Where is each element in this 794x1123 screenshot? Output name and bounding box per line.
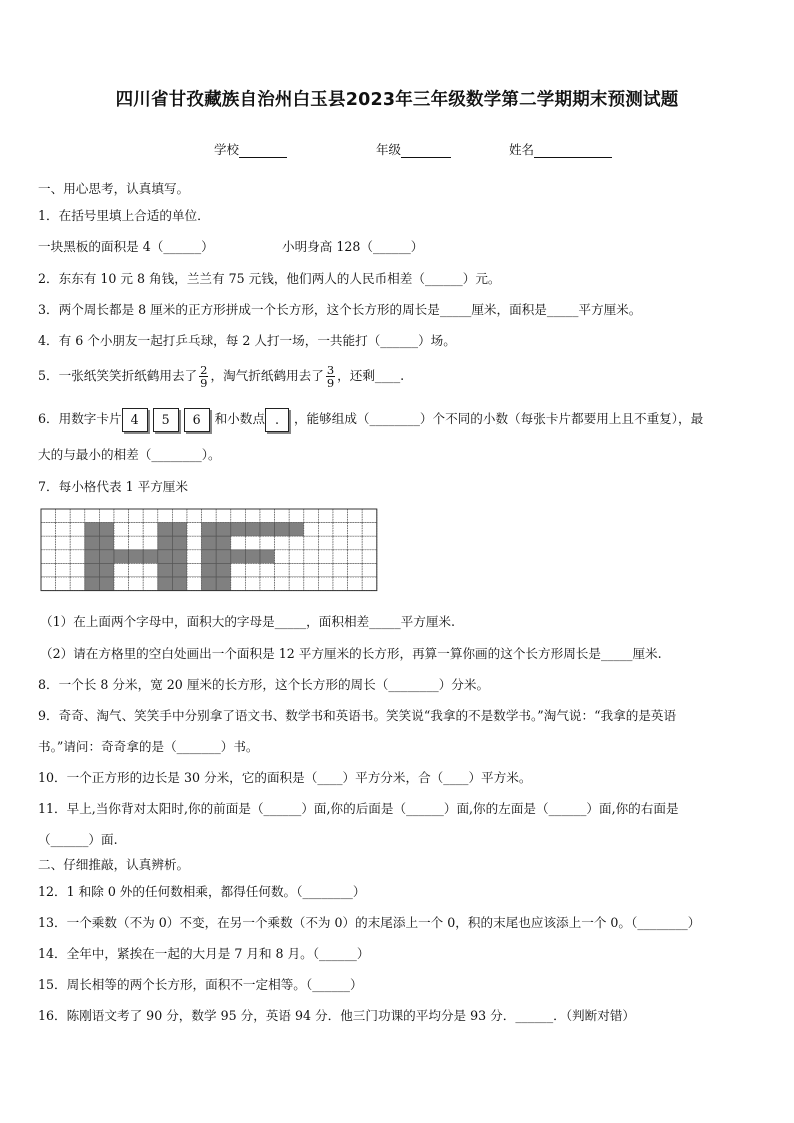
grid-cell[interactable] <box>333 523 348 537</box>
grid-cell[interactable] <box>333 509 348 523</box>
grid-cell[interactable] <box>318 536 333 550</box>
grid-cell-filled[interactable] <box>231 550 246 564</box>
fraction-1-denominator: 9 <box>200 376 208 390</box>
name-field[interactable] <box>509 140 612 158</box>
grid-cell-filled[interactable] <box>172 577 187 591</box>
grid-cell[interactable] <box>187 550 202 564</box>
grid-cell-filled[interactable] <box>172 563 187 577</box>
grid-cell[interactable] <box>187 577 202 591</box>
digit-card-6: 6 <box>184 408 210 432</box>
grid-cell[interactable] <box>260 563 275 577</box>
grid-cell[interactable] <box>56 563 71 577</box>
grid-cell[interactable] <box>318 563 333 577</box>
section-1-heading: 一、用心思考，认真填写。 <box>38 181 190 196</box>
grid-cell-filled[interactable] <box>99 550 114 564</box>
school-field[interactable] <box>214 140 287 158</box>
grid-cell[interactable] <box>362 523 377 537</box>
grid-cell-filled[interactable] <box>172 536 187 550</box>
grid-cell[interactable] <box>99 509 114 523</box>
question-1a: 一块黑板的面积是 4（______） <box>38 239 214 254</box>
grid-cell[interactable] <box>289 550 304 564</box>
grid-cell[interactable] <box>362 563 377 577</box>
school-blank[interactable] <box>239 145 287 158</box>
question-11-line-2: （______）面. <box>38 832 118 847</box>
grid-cell[interactable] <box>85 509 100 523</box>
question-2: 2．东东有 10 元 8 角钱，兰兰有 75 元钱，他们两人的人民币相差（______）元。 <box>38 271 501 286</box>
grid-cell-filled[interactable] <box>260 523 275 537</box>
grid-cell[interactable] <box>114 536 129 550</box>
grid-cell-filled[interactable] <box>260 550 275 564</box>
grid-cell[interactable] <box>56 550 71 564</box>
fraction-2 <box>326 364 335 389</box>
question-1: 1．在括号里填上合适的单位． <box>38 208 210 223</box>
grid-cell-filled[interactable] <box>114 550 129 564</box>
grid-cell[interactable] <box>289 509 304 523</box>
question-9-line-2: 书。”请问：奇奇拿的是（_______）书。 <box>38 739 259 754</box>
grid-cell-filled[interactable] <box>143 550 158 564</box>
grade-label: 年级 <box>376 142 402 157</box>
grid-cell[interactable] <box>114 523 129 537</box>
grid-cell-filled[interactable] <box>289 523 304 537</box>
grid-cell[interactable] <box>129 509 144 523</box>
grid-cell[interactable] <box>56 536 71 550</box>
question-8: 8．一个长 8 分米，宽 20 厘米的长方形，这个长方形的周长（________）分米。 <box>38 677 490 692</box>
q6-suffix: ，能够组成（________）个不同的小数（每张卡片都要用上且不重复），最 <box>293 411 704 426</box>
grid-cell[interactable] <box>114 509 129 523</box>
grid-cell[interactable] <box>304 577 319 591</box>
grid-cell[interactable] <box>70 550 85 564</box>
name-label: 姓名 <box>509 142 535 157</box>
grade-field[interactable] <box>376 140 451 158</box>
grid-cell[interactable] <box>187 536 202 550</box>
question-7-2: （2）请在方格里的空白处画出一个面积是 12 平方厘米的长方形，再算一算你画的这个长方形周长是_____厘米. <box>40 646 662 661</box>
grid-cell[interactable] <box>41 577 56 591</box>
grid-svg[interactable] <box>40 508 382 592</box>
grid-cell[interactable] <box>231 577 246 591</box>
grid-cell-filled[interactable] <box>202 536 217 550</box>
grid-cell[interactable] <box>56 509 71 523</box>
fraction-2-numerator: 3 <box>326 363 335 377</box>
question-4: 4．有 6 个小朋友一起打乒乓球，每 2 人打一场，一共能打（______）场。 <box>38 333 456 348</box>
grid-cell-filled[interactable] <box>245 523 260 537</box>
question-3: 3．两个周长都是 8 厘米的正方形拼成一个长方形，这个长方形的周长是_____厘米，面积是_____平方厘米。 <box>38 302 642 317</box>
grid-cell-filled[interactable] <box>99 577 114 591</box>
grid-cell-filled[interactable] <box>216 550 231 564</box>
grid-cell[interactable] <box>260 577 275 591</box>
grid-cell[interactable] <box>245 577 260 591</box>
grid-cell[interactable] <box>318 577 333 591</box>
grid-cell-filled[interactable] <box>85 536 100 550</box>
question-15: 15．周长相等的两个长方形，面积不一定相等。（______） <box>38 977 363 992</box>
grid-cell-filled[interactable] <box>172 550 187 564</box>
grid-cell-filled[interactable] <box>85 523 100 537</box>
grid-cell[interactable] <box>304 523 319 537</box>
grid-cell[interactable] <box>260 536 275 550</box>
q5-suffix: ，还剩____. <box>337 368 405 383</box>
grid-cell-filled[interactable] <box>85 577 100 591</box>
grid-cell[interactable] <box>187 523 202 537</box>
question-16: 16．陈刚语文考了 90 分，数学 95 分，英语 94 分．他三门功课的平均分是 93 分．______．（判断对错） <box>38 1008 636 1023</box>
question-7: 7．每小格代表 1 平方厘米 <box>38 479 188 494</box>
school-label: 学校 <box>214 142 240 157</box>
grid-cell[interactable] <box>275 563 290 577</box>
grid-cell[interactable] <box>70 523 85 537</box>
grid-cell[interactable] <box>70 563 85 577</box>
grid-cell[interactable] <box>129 577 144 591</box>
grid-cell[interactable] <box>362 577 377 591</box>
grid-cell[interactable] <box>41 509 56 523</box>
grid-cell[interactable] <box>143 523 158 537</box>
grid-cell[interactable] <box>362 536 377 550</box>
grid-cell[interactable] <box>143 536 158 550</box>
fraction-2-denominator: 9 <box>326 376 335 390</box>
grid-cell-filled[interactable] <box>216 536 231 550</box>
grid-cell[interactable] <box>231 536 246 550</box>
grid-cell-filled[interactable] <box>245 550 260 564</box>
grid-cell[interactable] <box>231 509 246 523</box>
grid-cell-filled[interactable] <box>202 577 217 591</box>
grid-cell[interactable] <box>56 523 71 537</box>
q6-mid: 和小数点 <box>214 411 265 426</box>
grid-cell[interactable] <box>348 536 363 550</box>
grid-cell-filled[interactable] <box>158 536 173 550</box>
grid-cell[interactable] <box>275 509 290 523</box>
grid-cell[interactable] <box>216 509 231 523</box>
grid-cell[interactable] <box>318 509 333 523</box>
q5-mid: ，淘气折纸鹤用去了 <box>210 368 324 383</box>
grid-cell-filled[interactable] <box>99 523 114 537</box>
grid-cell[interactable] <box>318 550 333 564</box>
grid-cell[interactable] <box>318 523 333 537</box>
grid-cell-filled[interactable] <box>158 563 173 577</box>
grade-blank[interactable] <box>401 145 451 158</box>
grid-cell[interactable] <box>304 550 319 564</box>
grid-cell-filled[interactable] <box>158 550 173 564</box>
question-1b: 小明身高 128（______） <box>282 239 424 254</box>
grid-cell-filled[interactable] <box>85 563 100 577</box>
grid-cell[interactable] <box>289 577 304 591</box>
question-5 <box>38 361 404 391</box>
grid-cell-filled[interactable] <box>231 523 246 537</box>
fraction-1-numerator: 2 <box>200 363 208 377</box>
grid-cell[interactable] <box>348 577 363 591</box>
decimal-point-card: . <box>265 408 289 432</box>
question-9-line-1: 9．奇奇、淘气、笑笑手中分别拿了语文书、数学书和英语书。笑笑说“我拿的不是数学书。”淘气说：“我拿的是英语 <box>38 708 677 723</box>
grid-cell[interactable] <box>333 550 348 564</box>
grid-cell[interactable] <box>187 563 202 577</box>
grid-cell[interactable] <box>70 577 85 591</box>
question-7-1: （1）在上面两个字母中，面积大的字母是_____，面积相差_____平方厘米. <box>40 614 456 629</box>
grid-cell-filled[interactable] <box>158 577 173 591</box>
grid-cell[interactable] <box>56 577 71 591</box>
grid-cell-filled[interactable] <box>85 550 100 564</box>
grid-cell-filled[interactable] <box>216 563 231 577</box>
grid-cell-filled[interactable] <box>99 536 114 550</box>
grid-cell[interactable] <box>187 509 202 523</box>
grid-cell[interactable] <box>275 550 290 564</box>
grid-cell[interactable] <box>348 550 363 564</box>
grid-cell[interactable] <box>348 523 363 537</box>
grid-cell[interactable] <box>41 550 56 564</box>
grid-cell[interactable] <box>143 563 158 577</box>
grid-cell[interactable] <box>348 509 363 523</box>
grid-cell[interactable] <box>245 509 260 523</box>
grid-cell[interactable] <box>143 509 158 523</box>
grid-cell-filled[interactable] <box>216 523 231 537</box>
question-12: 12．1 和除 0 外的任何数相乘，都得任何数。（________） <box>38 884 366 899</box>
grid-cell[interactable] <box>333 536 348 550</box>
grid-cell[interactable] <box>41 536 56 550</box>
grid-cell[interactable] <box>348 563 363 577</box>
grid-cell[interactable] <box>129 563 144 577</box>
grid-cell[interactable] <box>70 509 85 523</box>
question-6 <box>38 406 703 432</box>
grid-cell-filled[interactable] <box>275 523 290 537</box>
grid-cell[interactable] <box>304 536 319 550</box>
question-13: 13．一个乘数（不为 0）不变，在另一个乘数（不为 0）的末尾添上一个 0，积的末尾也应该添上一个 0。（________） <box>38 915 701 930</box>
grid-cell[interactable] <box>275 536 290 550</box>
section-2-heading: 二、仔细推敲，认真辨析。 <box>38 857 190 872</box>
grid-cell[interactable] <box>129 536 144 550</box>
grid-cell-filled[interactable] <box>202 550 217 564</box>
grid-cell[interactable] <box>362 509 377 523</box>
grid-cell[interactable] <box>129 523 144 537</box>
grid-cell[interactable] <box>41 523 56 537</box>
question-14: 14．全年中，紧挨在一起的大月是 7 月和 8 月。（______） <box>38 946 370 961</box>
grid-cell[interactable] <box>260 509 275 523</box>
page-title: 四川省甘孜藏族自治州白玉县2023年三年级数学第二学期期末预测试题 <box>115 90 679 110</box>
grid-cell[interactable] <box>333 563 348 577</box>
grid-cell[interactable] <box>114 577 129 591</box>
grid-cell-filled[interactable] <box>99 563 114 577</box>
grid-cell[interactable] <box>289 563 304 577</box>
grid-cell[interactable] <box>41 563 56 577</box>
square-grid[interactable] <box>40 508 382 596</box>
grid-cell-filled[interactable] <box>202 523 217 537</box>
grid-cell[interactable] <box>275 577 290 591</box>
grid-cell[interactable] <box>143 577 158 591</box>
question-10: 10．一个正方形的边长是 30 分米，它的面积是（____）平方分米，合（____）平方米。 <box>38 770 532 785</box>
question-6-line-2: 大的与最小的相差（________）。 <box>38 447 221 462</box>
grid-cell[interactable] <box>231 563 246 577</box>
question-11-line-1: 11．早上,当你背对太阳时,你的前面是（______）面,你的后面是（______）面,你的左面是（______）面,你的右面是 <box>38 801 679 816</box>
digit-card-4: 4 <box>122 408 148 432</box>
grid-cell[interactable] <box>202 509 217 523</box>
grid-cell[interactable] <box>333 577 348 591</box>
grid-cell-filled[interactable] <box>129 550 144 564</box>
name-blank[interactable] <box>534 145 612 158</box>
grid-cell[interactable] <box>158 509 173 523</box>
grid-cell[interactable] <box>362 550 377 564</box>
grid-cell-filled[interactable] <box>216 577 231 591</box>
digit-card-5: 5 <box>153 408 179 432</box>
grid-cell[interactable] <box>304 509 319 523</box>
grid-cell-filled[interactable] <box>158 523 173 537</box>
grid-cell[interactable] <box>289 536 304 550</box>
q5-prefix: 5．一张纸笑笑折纸鹤用去了 <box>38 368 198 383</box>
grid-cell[interactable] <box>304 563 319 577</box>
grid-cell[interactable] <box>70 536 85 550</box>
grid-cell[interactable] <box>245 563 260 577</box>
grid-cell[interactable] <box>245 536 260 550</box>
fraction-1 <box>199 364 208 389</box>
grid-cell-filled[interactable] <box>172 523 187 537</box>
grid-cell[interactable] <box>114 563 129 577</box>
q6-prefix: 6．用数字卡片 <box>38 411 122 426</box>
grid-cell-filled[interactable] <box>202 563 217 577</box>
grid-cell[interactable] <box>172 509 187 523</box>
